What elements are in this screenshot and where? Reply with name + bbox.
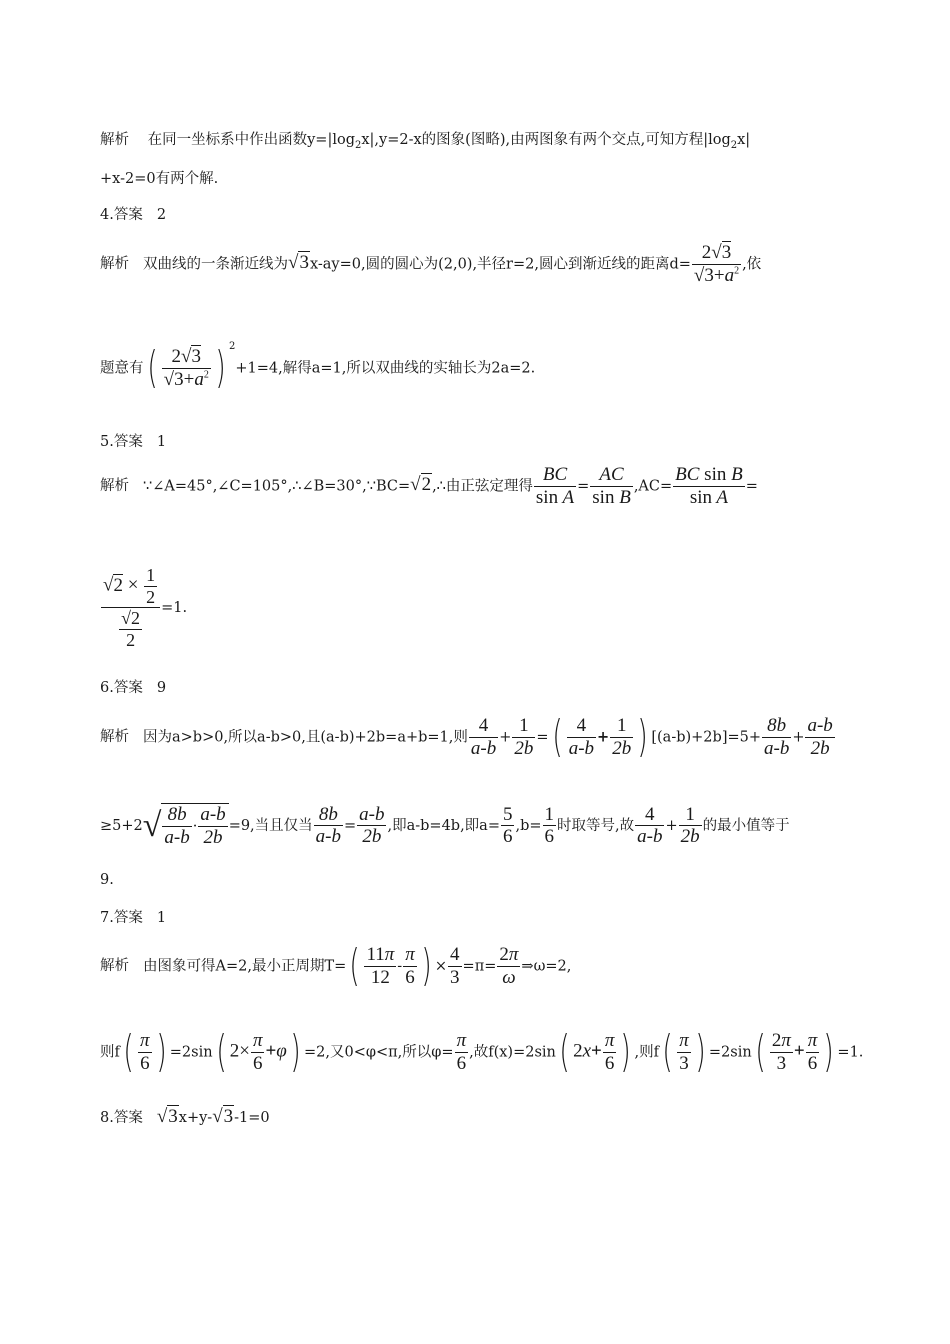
text: ,故f(x)=2sin (469, 1044, 556, 1061)
q4-answer (100, 203, 166, 224)
answer-label: 5.答案 (100, 434, 143, 450)
text: 题意有 (100, 360, 144, 377)
text: ,AC= (633, 478, 673, 495)
text: 时取等号,故 (557, 817, 635, 834)
q5-solution-line-1: 解析 ∵∠A=45°,∠C=105°,∴∠B=30°,∵BC=√2,∴由正弦定理得 $\frac{BC}{\text{sin A}}$ = $\frac{AC}{\text{sin B}}$ ,AC= $\frac{\text{BC sin B}}{\text{sin A}}$ = (100, 464, 758, 508)
answer-value: 1 (156, 910, 167, 926)
text: ,则f (634, 1044, 660, 1061)
text: =1. (837, 1044, 864, 1061)
q5-solution-line-2: √2 × $\frac{1}{2}$ $\frac{√2}{2}$ =1. (103, 565, 188, 651)
text: ≥5+2 (100, 817, 143, 834)
solution-label: 解析 (100, 729, 129, 746)
q4-solution-line-1 (100, 242, 761, 287)
solution-label: 解析 (100, 256, 129, 273)
text: 在同一坐标系中作出函数y=|log (147, 132, 355, 148)
text: =π= (462, 958, 497, 975)
text: ∵∠A=45°,∠C=105°,∴∠B=30°,∵BC= (143, 478, 411, 495)
q6-solution-line-3 (100, 872, 114, 888)
q4-solution-line-2: 题意有( $\frac{2√3}{√3+a^2}$ ) $^2$+1=4,解得a=1,所以双曲线的实轴长为2a=2. (100, 340, 536, 394)
squared-fraction: $\frac{2√3}{√3+a^2}$ (163, 346, 209, 390)
answer-label: 7.答案 (100, 910, 143, 926)
text: x|,y=2-x的图象(图略),由两图象有两个交点,可知方程|log (361, 132, 731, 148)
text: [(a-b)+2b]=5+ (651, 729, 761, 746)
text: -1=0 (234, 1110, 270, 1126)
text: =9,当且仅当 (228, 817, 313, 834)
text: =1. (161, 599, 188, 616)
text: ⇒ω=2, (521, 958, 572, 975)
distance-fraction: $\frac{2√3}{√3+a^2}$ (693, 242, 740, 286)
text: 由图象可得A=2,最小正周期T= (143, 958, 347, 975)
answer-value: 9 (156, 680, 167, 696)
text: ,∴由正弦定理得 (432, 478, 533, 495)
text: ,即a-b=4b,即a= (387, 817, 500, 834)
q7-solution-line-2: 则f( $\frac{\pi}{6}$ ) =2sin( 2× $\frac{\pi}{6}$ +φ) =2,又0<φ<π,所以φ= $\frac{\pi}{6}$ ,故f(x)=2sin( 2x+ $\frac{\pi}{6}$ ) ,则f( $\frac{\pi}{3}$ ) =2sin( $\frac{2\pi}{3}$ + $\frac{\pi}{6}$ ) =1. (100, 1026, 864, 1078)
q7-answer (100, 906, 166, 927)
text: ,b= (515, 817, 542, 834)
answer-value: 2 (156, 207, 167, 223)
q8-answer: 8.答案 √3x+y-√3-1=0 (100, 1106, 270, 1127)
q3-solution-line-2 (100, 167, 218, 188)
text: 9. (100, 872, 114, 888)
q5-answer (100, 430, 166, 451)
text: x-ay=0,圆的圆心为(2,0),半径r=2,圆心到渐近线的距离d= (309, 256, 691, 273)
q3-solution-line-1: 解析 在同一坐标系中作出函数$y=|\log_2x|,y=2-x$的图象(图略),由两图象有两个交点,可知方程$|\log_2x|$ (100, 132, 751, 151)
text: ,依 (742, 256, 762, 273)
q6-solution-line-2: ≥5+2√ $\frac{8b}{a-b}$ · $\frac{a-b}{2b}$ =9,当且仅当 $\frac{8b}{a-b}$ = $\frac{a-b}{2b}$ ,即a-b=4b,即a= $\frac{5}{6}$ ,b= $\frac{1}{6}$ 时取等号,故 $\frac{4}{a-b}$ + $\frac{1}{2b}$ 的最小值等于 (100, 803, 790, 848)
text: +1=4,解得a=1,所以双曲线的实轴长为2a=2. (235, 360, 536, 377)
text: x+y- (178, 1110, 213, 1126)
text: 双曲线的一条渐近线为 (143, 256, 288, 273)
sqrt-3: √3 (288, 252, 309, 274)
solution-label: 解析 (100, 478, 129, 495)
text: =2,又0<φ<π,所以φ= (303, 1044, 454, 1061)
text: 的最小值等于 (702, 817, 790, 834)
answer-label: 8.答案 (100, 1110, 143, 1126)
solution-label: 解析 (100, 132, 129, 148)
q7-solution-line-1: 解析 由图象可得A=2,最小正周期T=( $\frac{11\pi}{12}$ - $\frac{\pi}{6}$ ) × $\frac{4}{3}$ =π= $\frac{2\pi}{\omega}$ ⇒ω=2, (100, 940, 572, 992)
answer-label: 6.答案 (100, 680, 143, 696)
q6-answer (100, 676, 166, 697)
answer-label: 4.答案 (100, 207, 143, 223)
text: 因为a>b>0,所以a-b>0,且(a-b)+2b=a+b=1,则 (143, 729, 468, 746)
text: x| (737, 132, 751, 148)
text: 则f (100, 1044, 120, 1061)
answer-value: 1 (156, 434, 167, 450)
text: +x-2=0有两个解. (100, 171, 219, 187)
text: =2sin (169, 1044, 213, 1061)
solution-label: 解析 (100, 958, 129, 975)
q6-solution-line-1: 解析 因为a>b>0,所以a-b>0,且(a-b)+2b=a+b=1,则 $\frac{4}{a-b}$ + $\frac{1}{2b}$ =( $\frac{4}{a-b}$ + $\frac{1}{2b}$ ) [(a-b)+2b]=5+ $\frac{8b}{a-b}$ + $\frac{a-b}{2b}$ (100, 711, 833, 763)
